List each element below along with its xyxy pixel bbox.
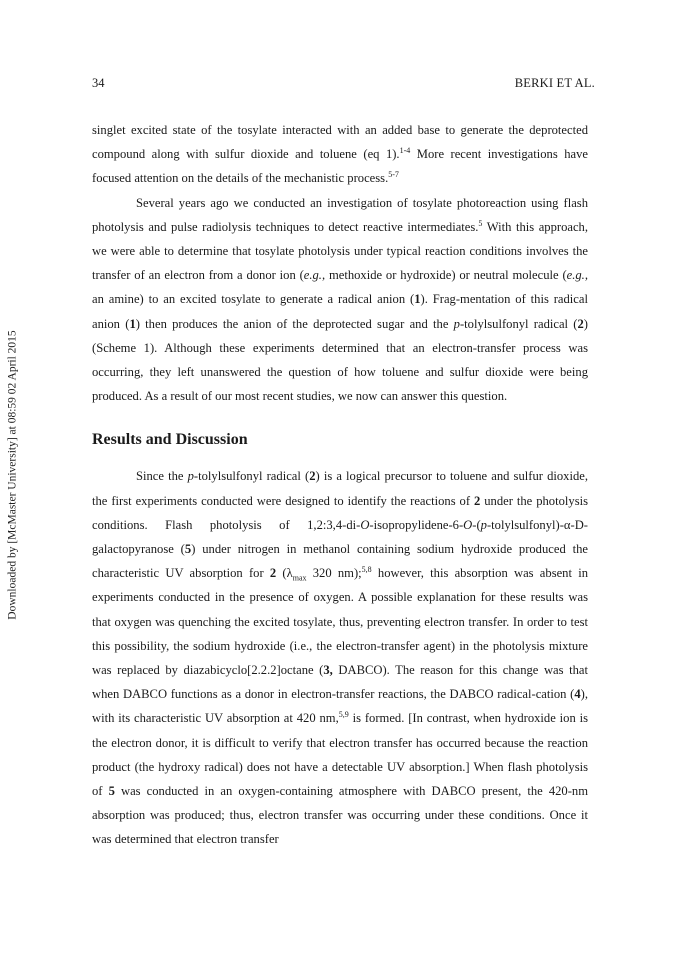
article-body bbox=[92, 118, 588, 852]
running-head: BERKI ET AL. bbox=[514, 76, 595, 90]
paragraph-2: Several years ago we conducted an investigation of tosylate photoreaction using flash photolysis and pulse radiolysis techniques to detect reactive intermediates.$^5$ With this approach, we were able to determine that tosylate photolysis under typical reaction conditions involves the transfer of an electron from a donor ion (e.g., methoxide or hydroxide) or neutral molecule (e.g., an amine) to an excited tosylate to generate a radical anion (1). Frag-mentation of this radical anion (1) then produces the anion of the deprotected sugar and the p-tolylsulfonyl radical (2) (Scheme 1). Although these experiments determined that an electron-transfer process was occurring, they left unanswered the question of how toluene and sulfur dioxide were being produced. As a result of our most recent studies, we now can answer this question. bbox=[92, 195, 588, 404]
section-heading: Results and Discussion bbox=[92, 431, 248, 449]
page-number: 34 bbox=[92, 76, 105, 90]
paragraph-3: Since the p-tolylsulfonyl radical (2) is a logical precursor to toluene and sulfur dioxide, the first experiments conducted were designed to identify the reactions of 2 under the photolysis conditions. Flash photolysis of 1,2:3,4-di-O-isopropylidene-6-O-(p-tolylsulfonyl)-α-D-galactopyranose (5) under nitrogen in methanol containing sodium hydroxide produced the characteristic UV absorption for 2 ($\lambda_{max}$ 320 nm);$^{5,8}$ however, this absorption was absent in experiments conducted in the presence of oxygen. A possible explanation for these results was that oxygen was quenching the excited tosylate, thus, preventing electron transfer. In order to test this possibility, the sodium hydroxide (i.e., the electron-transfer agent) in the photolysis mixture was replaced by diazabicyclo[2.2.2]octane (3, DABCO). The reason for this change was that when DABCO functions as a donor in electron-transfer reactions, the DABCO radical-cation (4), with its characteristic UV absorption at 420 nm,$^{5,9}$ is formed. [In contrast, when hydroxide ion is the electron donor, it is difficult to verify that electron transfer has occurred because the reaction product (the hydroxy radical) does not have a detectable UV absorption.] When flash photolysis of 5 was conducted in an oxygen-containing atmosphere with DABCO present, the 420-nm absorption was produced; thus, electron transfer was occurring under these conditions. Once it was determined that electron transfer bbox=[92, 469, 589, 847]
download-watermark-text: Downloaded by [McMaster University] at 08:59 02 April 2015 bbox=[7, 330, 19, 620]
paragraph-1: singlet excited state of the tosylate interacted with an added base to generate the deprotected compound along with sulfur dioxide and toluene (eq 1).$^{1-4}$ More recent investigations have focused attention on the details of the mechanistic process.$^{5-7}$ bbox=[92, 123, 588, 186]
download-watermark bbox=[2, 310, 24, 640]
